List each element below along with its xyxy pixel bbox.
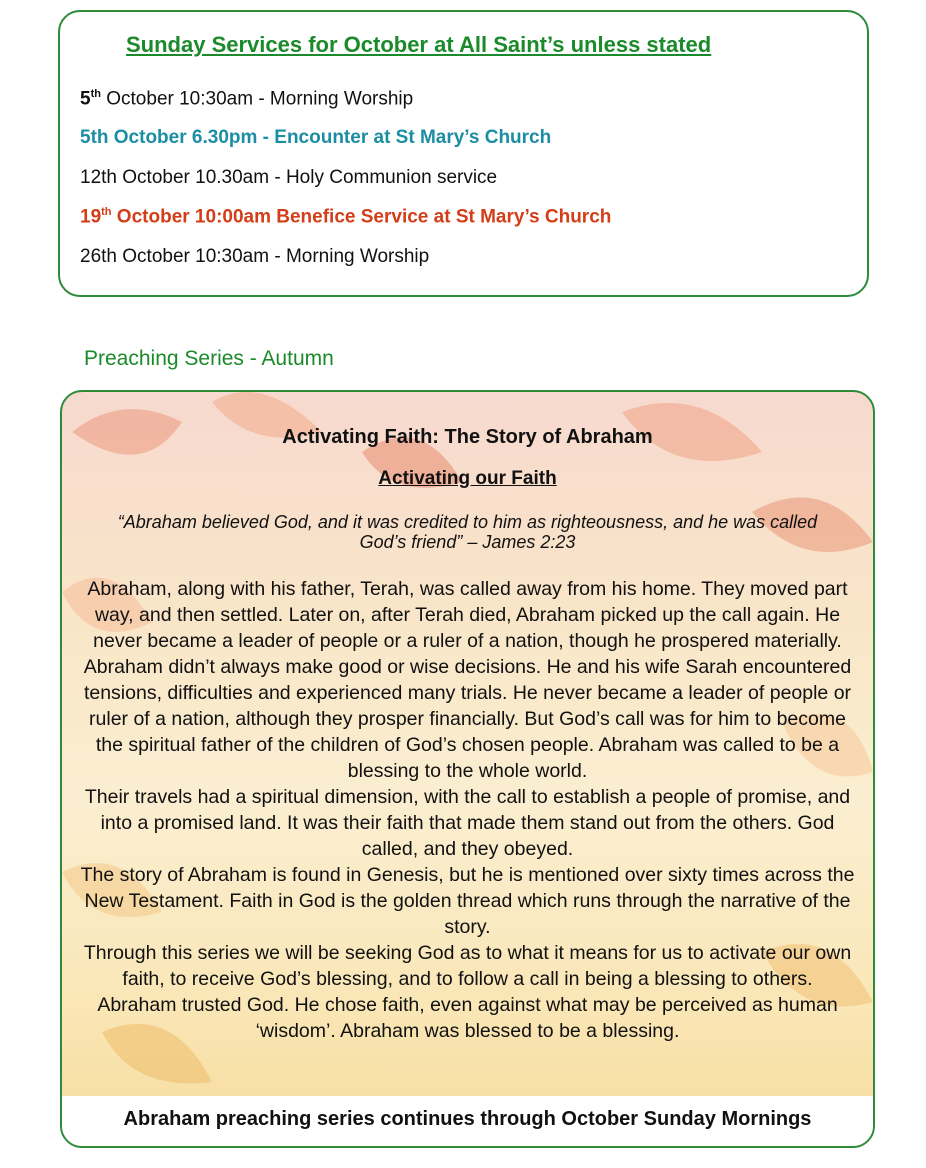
bible-quote: “Abraham believed God, and it was credited to him as righteousness, and he was called God’s friend” – James 2:23 — [117, 512, 818, 552]
services-title: Sunday Services for October at All Saint’s unless stated — [126, 32, 712, 57]
service-text-1: October 10:30am - Morning Worship — [100, 88, 414, 110]
body-paragraph: Through this series we will be seeking God as to what it means for us to activate our own faith, to receive God’s blessing, and to follow a call in being a blessing to others. — [83, 942, 852, 990]
service-item-4 — [80, 206, 611, 228]
service-item-1 — [80, 88, 413, 110]
service-day-4: 19 — [80, 206, 102, 228]
body-paragraph: Abraham, along with his father, Terah, was called away from his home. They moved part way, and then settled. Later on, after Terah died, Abraham picked up the call again. He never became a leader of people or a ruler of a nation, though he prospered materially. — [87, 578, 848, 652]
service-item-3: 12th October 10.30am - Holy Communion service — [80, 167, 498, 188]
service-suffix-4: th — [101, 206, 112, 218]
preaching-box — [60, 390, 875, 1148]
service-item-5: 26th October 10:30am - Morning Worship — [80, 246, 430, 267]
body-paragraph: Abraham trusted God. He chose faith, even against what may be perceived as human ‘wisdom’. Abraham was blessed to be a blessing. — [97, 994, 838, 1042]
series-subtitle: Activating our Faith — [378, 468, 557, 489]
service-day-1: 5 — [80, 88, 91, 110]
body-paragraph: The story of Abraham is found in Genesis, but he is mentioned over sixty times across the New Testament. Faith in God is the golden thread which runs through the narrative of the story. — [80, 864, 855, 938]
body-paragraph: Their travels had a spiritual dimension, with the call to establish a people of promise, and into a promised land. It was their faith that made them stand out from the others. God called, and they obeyed. — [84, 786, 851, 860]
body-paragraph: Abraham didn’t always make good or wise decisions. He and his wife Sarah encountered tensions, difficulties and experienced many trials. He never became a leader of people or ruler of a nation, although they prosper financially. But God’s call was for him to become the spiritual father of the children of God’s chosen people. Abraham was called to be a blessing to the whole world. — [83, 656, 852, 782]
series-title: Activating Faith: The Story of Abraham — [282, 426, 653, 448]
services-box — [58, 10, 869, 297]
service-item-2: 5th October 6.30pm - Encounter at St Mary’s Church — [80, 127, 552, 148]
service-suffix-1: th — [90, 88, 101, 100]
service-text-4: October 10:00am Benefice Service at St Mary’s Church — [111, 206, 612, 228]
series-body — [78, 576, 857, 1044]
series-heading: Preaching Series - Autumn — [84, 347, 334, 370]
series-footer: Abraham preaching series continues through October Sunday Mornings — [123, 1108, 812, 1130]
